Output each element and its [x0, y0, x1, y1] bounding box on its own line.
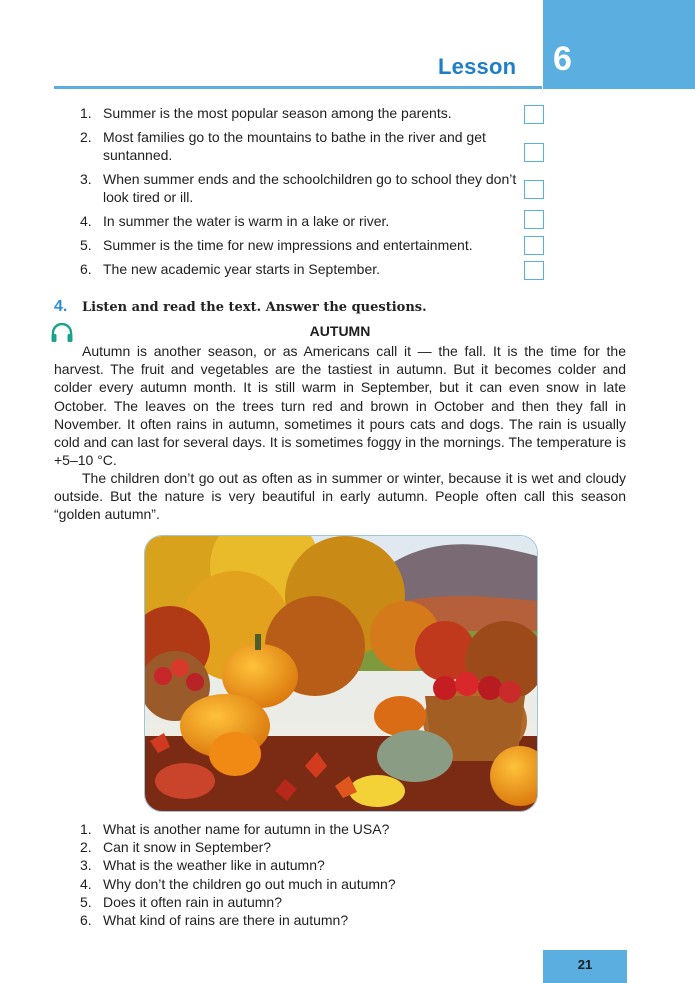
- answer-checkbox-1[interactable]: [524, 105, 544, 124]
- question-number: 2.: [80, 839, 92, 856]
- question-number: 5.: [80, 893, 92, 910]
- question-number: 6.: [80, 912, 92, 929]
- question-text: What is the weather like in autumn?: [103, 857, 325, 874]
- statement-text: When summer ends and the schoolchildren go to school they don’t look tired or ill.: [103, 171, 517, 205]
- question-item: [80, 911, 580, 929]
- question-item: [80, 875, 580, 893]
- question-text: Does it often rain in autumn?: [103, 893, 282, 910]
- statement-item: [80, 236, 520, 254]
- reading-paragraph-1: Autumn is another season, or as Americans call it — the fall. It is the time for the harvest. The fruit and vegetables are the tastiest in autumn. But it becomes colder and colder every autumn month. It is still warm in September, but it can even snow in late October. The leaves on the trees turn red and brown in October and then they fall in November. It often rains in autumn, sometimes it pours cats and dogs. The rain is usually cold and can last for several days. It is sometimes foggy in the mornings. The temperature is +5–10 °C.: [54, 343, 626, 469]
- statement-item: [80, 170, 520, 206]
- question-text: Why don’t the children go out much in autumn?: [103, 875, 396, 892]
- lesson-number: 6: [553, 40, 572, 78]
- statement-list: [80, 104, 520, 284]
- statement-text: In summer the water is warm in a lake or river.: [103, 213, 390, 229]
- statement-item: [80, 104, 520, 122]
- question-item: [80, 820, 580, 838]
- question-text: What kind of rains are there in autumn?: [103, 912, 349, 929]
- statement-text: Most families go to the mountains to bathe in the river and get suntanned.: [103, 129, 486, 163]
- autumn-harvest-image: [144, 535, 538, 812]
- statement-text: The new academic year starts in September.: [103, 261, 381, 277]
- statement-number: 2.: [80, 129, 92, 145]
- question-number: 1.: [80, 821, 92, 837]
- statement-item: [80, 212, 520, 230]
- statement-item: [80, 128, 520, 164]
- question-item: [80, 893, 580, 911]
- lesson-label: Lesson: [438, 54, 517, 79]
- question-text: What is another name for autumn in the USA?: [103, 821, 390, 837]
- task-number: 4.: [54, 298, 68, 315]
- statement-number: 4.: [80, 213, 92, 229]
- statement-number: 5.: [80, 237, 92, 253]
- answer-checkbox-3[interactable]: [524, 180, 544, 199]
- statement-item: [80, 260, 520, 278]
- answer-checkbox-5[interactable]: [524, 236, 544, 255]
- question-list: [80, 820, 580, 929]
- page-number: 21: [577, 957, 593, 972]
- header-rule: [54, 86, 542, 89]
- question-text: Can it snow in September?: [103, 839, 272, 856]
- reading-paragraph-2: The children don’t go out as often as in summer or winter, because it is wet and cloudy outside. But the nature is very beautiful in early autumn. People often call this season “golden autumn”.: [54, 470, 626, 523]
- task-instruction: Listen and read the text. Answer the questions.: [82, 300, 427, 315]
- statement-number: 1.: [80, 105, 92, 121]
- question-number: 3.: [80, 857, 92, 874]
- answer-checkbox-4[interactable]: [524, 210, 544, 229]
- answer-checkbox-2[interactable]: [524, 143, 544, 162]
- question-number: 4.: [80, 875, 92, 892]
- question-item: [80, 856, 580, 874]
- statement-number: 6.: [80, 261, 92, 277]
- statement-text: Summer is the time for new impressions and entertainment.: [103, 237, 473, 253]
- question-item: [80, 838, 580, 856]
- statement-text: Summer is the most popular season among the parents.: [103, 105, 452, 121]
- answer-checkbox-6[interactable]: [524, 261, 544, 280]
- reading-title: AUTUMN: [309, 323, 371, 339]
- statement-number: 3.: [80, 171, 92, 187]
